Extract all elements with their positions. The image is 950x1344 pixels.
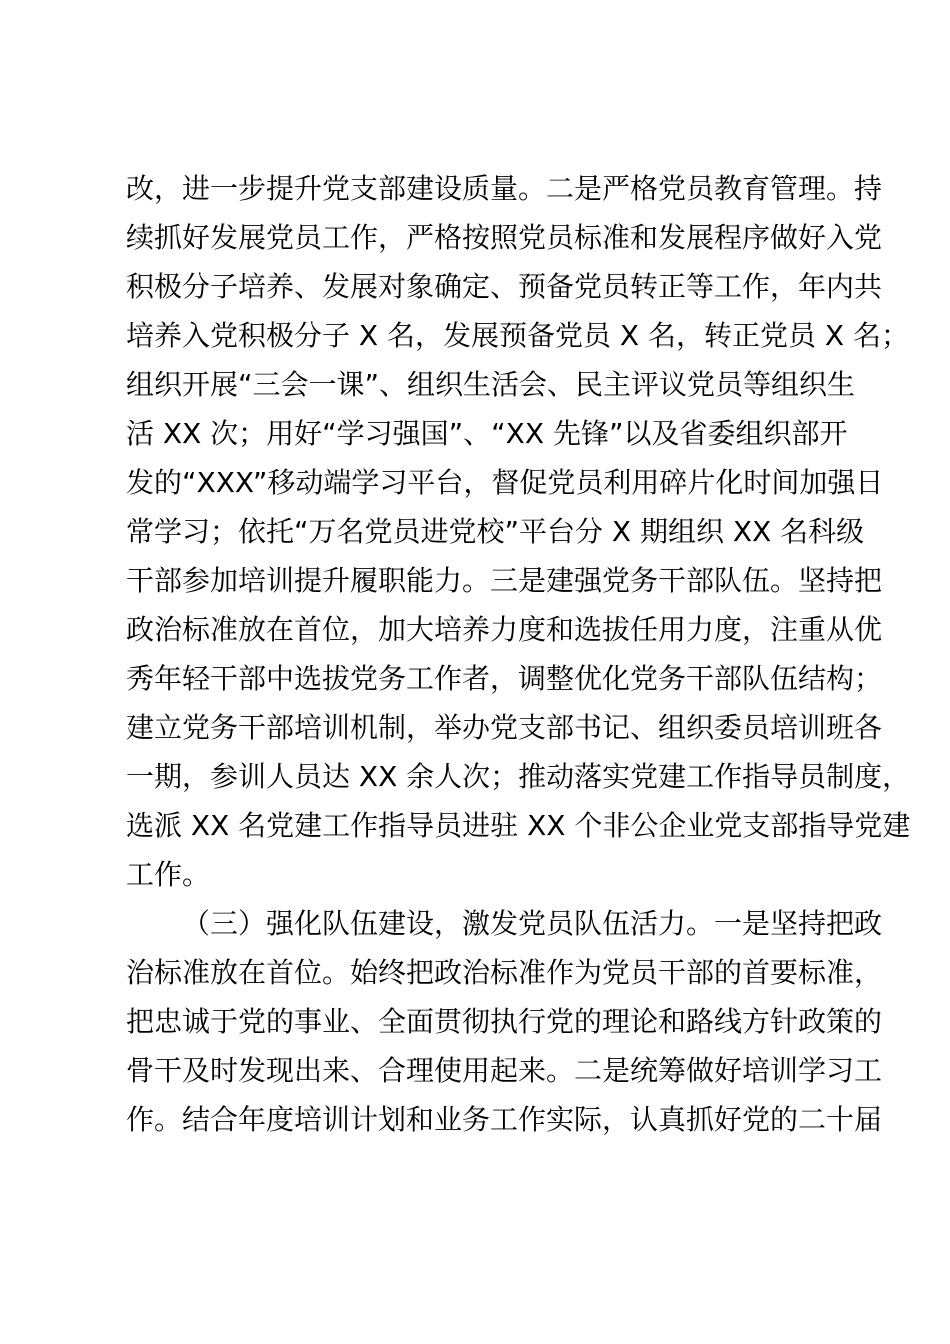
document-body bbox=[126, 164, 911, 1144]
paragraph-1 bbox=[126, 164, 911, 899]
text-line: 骨干及时发现出来、合理使用起来。二是统筹做好培训学习工 bbox=[126, 1054, 883, 1087]
text-line: 把忠诚于党的事业、全面贯彻执行党的理论和路线方针政策的 bbox=[126, 1005, 883, 1038]
text-line: 续抓好发展党员工作，严格按照党员标准和发展程序做好入党 bbox=[126, 221, 883, 254]
text-line: 改，进一步提升党支部建设质量。二是严格党员教育管理。持 bbox=[126, 172, 883, 205]
text-line-first: （三）强化队伍建设，激发党员队伍活力。一是坚持把政 bbox=[182, 907, 883, 940]
text-line: 政治标准放在首位，加大培养力度和选拔任用力度，注重从优 bbox=[126, 613, 883, 646]
text-line: 秀年轻干部中选拔党务工作者，调整优化党务干部队伍结构； bbox=[126, 662, 883, 695]
text-line: 组织开展“三会一课”、组织生活会、民主评议党员等组织生 bbox=[126, 368, 856, 401]
text-line: 积极分子培养、发展对象确定、预备党员转正等工作，年内共 bbox=[126, 270, 883, 303]
text-line: 常学习；依托“万名党员进党校”平台分 X 期组织 XX 名科级 bbox=[126, 515, 865, 548]
text-line-last: 工作。 bbox=[126, 858, 211, 891]
text-line: 培养入党积极分子 X 名，发展预备党员 X 名，转正党员 X 名； bbox=[126, 319, 909, 352]
text-line: 活 XX 次；用好“学习强国”、“XX 先锋”以及省委组织部开 bbox=[126, 417, 848, 450]
paragraph-2 bbox=[126, 899, 883, 1144]
text-line: 治标准放在首位。始终把政治标准作为党员干部的首要标准， bbox=[126, 956, 883, 989]
text-line: 一期，参训人员达 XX 余人次；推动落实党建工作指导员制度， bbox=[126, 760, 911, 793]
text-line: 发的“XXX”移动端学习平台，督促党员利用碎片化时间加强日 bbox=[126, 466, 884, 499]
text-line: 干部参加培训提升履职能力。三是建强党务干部队伍。坚持把 bbox=[126, 564, 883, 597]
text-line: 建立党务干部培训机制，举办党支部书记、组织委员培训班各 bbox=[126, 711, 883, 744]
text-line: 选派 XX 名党建工作指导员进驻 XX 个非公企业党支部指导党建 bbox=[126, 809, 911, 842]
text-line: 作。结合年度培训计划和业务工作实际，认真抓好党的二十届 bbox=[126, 1103, 883, 1136]
